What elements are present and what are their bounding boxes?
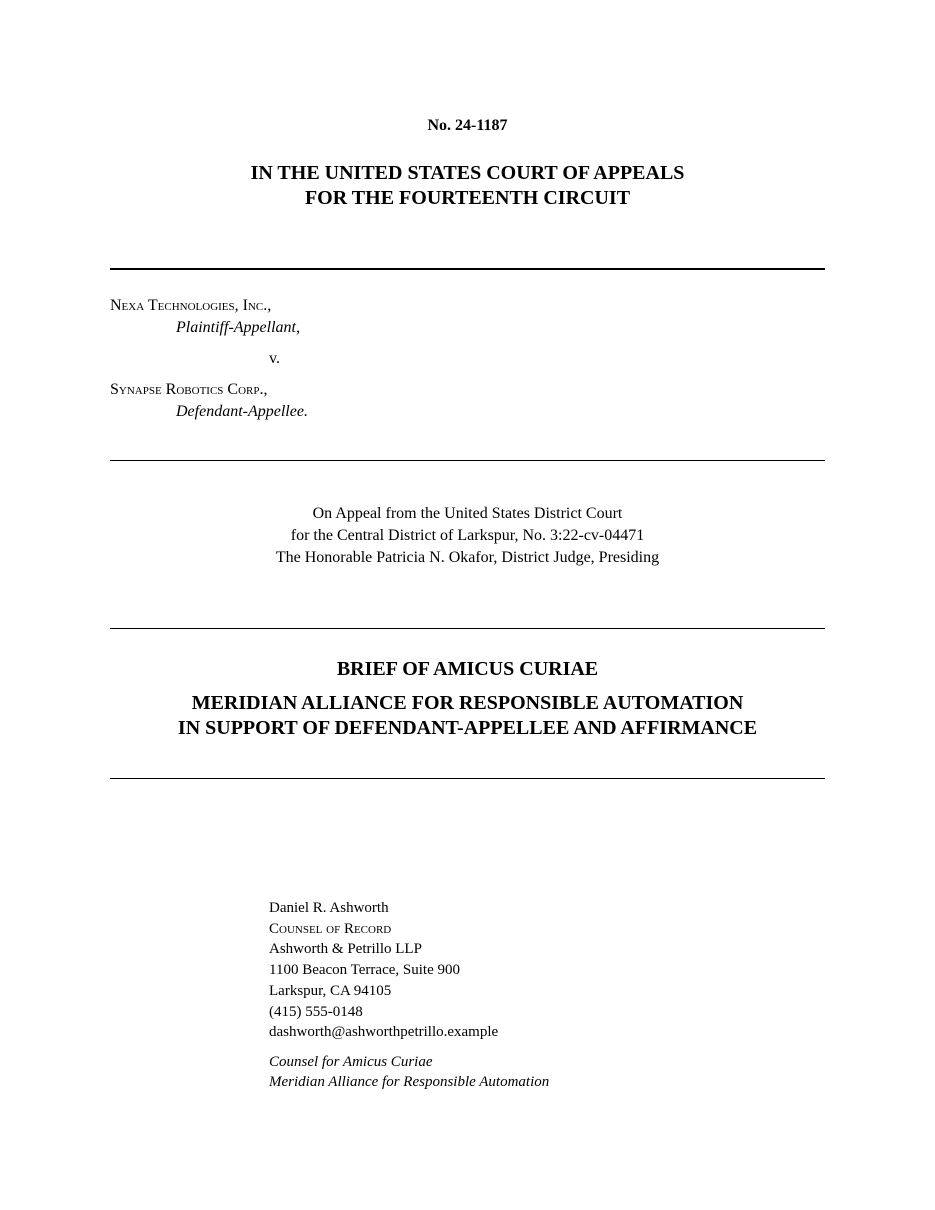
- counsel-email: dashworth@ashworthpetrillo.example: [269, 1024, 499, 1041]
- brief-title-line2: MERIDIAN ALLIANCE FOR RESPONSIBLE AUTOMATION: [191, 692, 744, 714]
- docket-number: No. 24-1187: [427, 117, 508, 134]
- counsel-address-line1: 1100 Beacon Terrace, Suite 900: [269, 962, 460, 979]
- divider: [110, 460, 825, 461]
- counsel-phone: (415) 555-0148: [269, 1003, 363, 1020]
- brief-title: BRIEF OF AMICUS CURIAE: [336, 658, 599, 680]
- appeal-block: [0, 503, 935, 569]
- counsel-title: Counsel of Record: [269, 920, 392, 937]
- divider: [110, 778, 825, 779]
- appeal-line1: On Appeal from the United States District Court: [312, 505, 623, 522]
- brief-title-block: [0, 657, 935, 741]
- counsel-role-line1: Counsel for Amicus Curiae: [269, 1053, 433, 1070]
- counsel-name: Daniel R. Ashworth: [269, 900, 389, 916]
- counsel-block: [269, 898, 549, 1092]
- court-heading-line2: FOR THE FOURTEENTH CIRCUIT: [304, 187, 631, 209]
- divider-thick: [110, 268, 825, 270]
- appeal-line3: The Honorable Patricia N. Okafor, District Judge, Presiding: [275, 549, 660, 566]
- divider: [110, 628, 825, 629]
- counsel-firm: Ashworth & Petrillo LLP: [269, 941, 422, 958]
- court-heading: [0, 161, 935, 211]
- counsel-address-line2: Larkspur, CA 94105: [269, 982, 392, 999]
- versus-label: v.: [269, 350, 280, 367]
- defendant-name: Synapse Robotics Corp.,: [110, 381, 268, 398]
- spacer: [269, 1043, 549, 1052]
- defendant-role: Defendant-Appellee.: [176, 403, 308, 420]
- plaintiff-role: Plaintiff-Appellant,: [176, 319, 300, 336]
- appeal-line2: for the Central District of Larkspur, No. 3:22-cv-04471: [290, 527, 645, 544]
- court-heading-line1: IN THE UNITED STATES COURT OF APPEALS: [250, 162, 685, 184]
- brief-title-line3: IN SUPPORT OF DEFENDANT-APPELLEE AND AFFIRMANCE: [177, 717, 758, 739]
- counsel-role-line2: Meridian Alliance for Responsible Automation: [269, 1073, 550, 1090]
- plaintiff-name: Nexa Technologies, Inc.,: [110, 297, 272, 314]
